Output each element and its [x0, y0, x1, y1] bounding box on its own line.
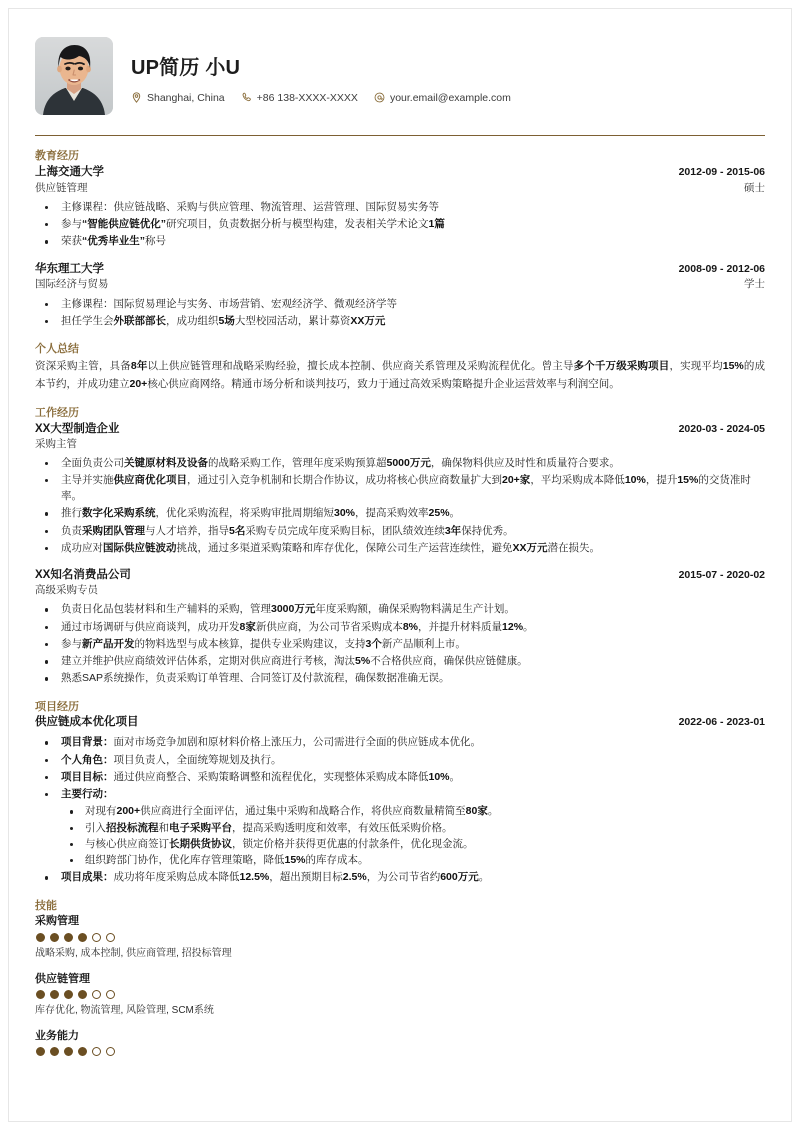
skill-group — [35, 914, 765, 960]
work-role: 高级采购专员 — [35, 584, 98, 597]
contact-phone-text: +86 138-XXXX-XXXX — [256, 91, 358, 104]
list-item: 项目目标：通过供应商整合、采购策略调整和流程优化，实现整体采购成本降低10%。 — [35, 769, 765, 785]
skill-name: 采购管理 — [35, 915, 79, 928]
skill-dot-filled — [64, 990, 73, 999]
education-bullets — [35, 296, 765, 330]
education-bullets — [35, 199, 765, 250]
contact-email-text: your.email@example.com — [389, 91, 511, 104]
section-work — [35, 407, 765, 687]
section-title-education: 教育经历 — [35, 150, 79, 162]
list-item: 负责日化品包装材料和生产辅料的采购，管理3000万元年度采购额，确保采购物料满足生产计划。 — [35, 601, 765, 617]
skill-dot-filled — [50, 990, 59, 999]
skill-name: 供应链管理 — [35, 972, 90, 985]
skill-dot-filled — [36, 933, 45, 942]
skill-dot-filled — [64, 1047, 73, 1056]
list-item: 通过市场调研与供应商谈判，成功开发8家新供应商，为公司节省采购成本8%，并提升材料质量12%。 — [35, 619, 765, 635]
section-education — [35, 150, 765, 329]
project-date: 2022-06 - 2023-01 — [678, 716, 765, 729]
list-item: 担任学生会外联部部长，成功组织5场大型校园活动，累计募资XX万元 — [35, 313, 765, 329]
skill-level-dots — [36, 1047, 765, 1056]
section-skills — [35, 900, 765, 1057]
skill-dot-empty — [92, 933, 101, 942]
skill-dot-filled — [50, 1047, 59, 1056]
list-item: 熟悉SAP系统操作，负责采购订单管理、合同签订及付款流程，确保数据准确无误。 — [35, 670, 765, 686]
location-pin-icon — [131, 92, 142, 103]
skill-name: 业务能力 — [35, 1029, 79, 1042]
skill-dot-filled — [36, 1047, 45, 1056]
at-email-icon — [374, 92, 385, 103]
resume-header — [35, 37, 765, 136]
education-entry — [35, 262, 765, 330]
list-item-label: 主要行动： — [61, 788, 114, 801]
skill-dot-filled — [78, 990, 87, 999]
contact-location — [131, 92, 225, 104]
project-bullets — [35, 734, 765, 885]
education-major: 国际经济与贸易 — [35, 278, 109, 291]
work-date: 2020-03 - 2024-05 — [678, 422, 765, 435]
skill-level-dots — [36, 933, 765, 942]
work-company: XX知名消费品公司 — [35, 569, 131, 582]
list-item: 项目背景：面对市场竞争加剧和原材料价格上涨压力，公司需进行全面的供应链成本优化。 — [35, 734, 765, 750]
contact-location-text: Shanghai, China — [147, 91, 225, 104]
list-item — [35, 786, 765, 868]
section-summary — [35, 343, 765, 393]
work-bullets — [35, 455, 765, 557]
skill-keywords: 战略采购, 成本控制, 供应商管理, 招投标管理 — [35, 947, 232, 959]
list-item: 参与新产品开发的物料选型与成本核算，提供专业采购建议，支持3个新产品顺利上市。 — [35, 636, 765, 652]
work-bullets — [35, 601, 765, 686]
skill-dot-filled — [78, 933, 87, 942]
list-item: 与核心供应商签订长期供货协议，锁定价格并获得更优惠的付款条件，优化现金流。 — [61, 836, 765, 852]
education-date: 2012-09 - 2015-06 — [678, 165, 765, 178]
list-item: 全面负责公司关键原材料及设备的战略采购工作，管理年度采购预算超5000万元，确保物料供应及时性和质量符合要求。 — [35, 455, 765, 471]
list-item: 建立并维护供应商绩效评估体系，定期对供应商进行考核，淘汰5%不合格供应商，确保供应链健康。 — [35, 653, 765, 669]
skill-dot-filled — [78, 1047, 87, 1056]
section-title-skills: 技能 — [35, 899, 57, 912]
education-school: 上海交通大学 — [35, 165, 104, 178]
section-title-summary: 个人总结 — [35, 343, 79, 356]
skill-dot-filled — [36, 990, 45, 999]
project-name: 供应链成本优化项目 — [35, 716, 139, 729]
list-item: 组织跨部门协作，优化库存管理策略，降低15%的库存成本。 — [61, 852, 765, 868]
education-entry — [35, 165, 765, 250]
section-projects — [35, 701, 765, 886]
resume-sheet — [8, 8, 792, 1122]
list-item: 荣获“优秀毕业生”称号 — [35, 233, 765, 249]
skill-dot-empty — [106, 933, 115, 942]
list-item: 主修课程：供应链战略、采购与供应管理、物流管理、运营管理、国际贸易实务等 — [35, 199, 765, 215]
education-major: 供应链管理 — [35, 181, 88, 194]
skill-dot-empty — [106, 1047, 115, 1056]
list-item: 成功应对国际供应链波动挑战，通过多渠道采购策略和库存优化，保障公司生产运营连续性，避免XX万元潜在损失。 — [35, 540, 765, 556]
contact-phone — [241, 92, 358, 104]
project-entry — [35, 715, 765, 885]
skill-dot-empty — [92, 990, 101, 999]
project-sub-bullets — [61, 803, 765, 868]
skill-dot-filled — [50, 933, 59, 942]
skill-dot-filled — [64, 933, 73, 942]
avatar — [35, 37, 113, 115]
skill-group — [35, 972, 765, 1018]
education-degree: 学士 — [744, 278, 765, 291]
page-title: UP简历 小U — [131, 56, 241, 79]
skill-dot-empty — [106, 990, 115, 999]
education-school: 华东理工大学 — [35, 262, 104, 275]
phone-icon — [241, 92, 252, 103]
skill-dot-empty — [92, 1047, 101, 1056]
summary-text: 资深采购主管，具备8年以上供应链管理和战略采购经验，擅长成本控制、供应商关系管理及采购流程优化。曾主导多个千万级采购项目，实现平均15%的成本节约，并成功建立20+核心供应商网络。精通市场分析和谈判技巧，致力于通过高效采购策略提升企业运营效率与利润空间。 — [35, 359, 766, 390]
work-company: XX大型制造企业 — [35, 422, 120, 435]
list-item: 个人角色：项目负责人，全面统筹规划及执行。 — [35, 752, 765, 768]
work-entry — [35, 568, 765, 686]
education-date: 2008-09 - 2012-06 — [678, 262, 765, 275]
skill-group — [35, 1029, 765, 1056]
skill-keywords: 库存优化, 物流管理, 风险管理, SCM系统 — [35, 1004, 214, 1016]
contact-email — [374, 92, 511, 104]
list-item: 推行数字化采购系统，优化采购流程，将采购审批周期缩短30%，提高采购效率25%。 — [35, 505, 765, 521]
list-item: 项目成果：成功将年度采购总成本降低12.5%，超出预期目标2.5%，为公司节省约600万元。 — [35, 869, 765, 885]
contact-list — [131, 92, 765, 104]
work-role: 采购主管 — [35, 437, 77, 450]
section-title-projects: 项目经历 — [35, 700, 79, 713]
list-item: 负责采购团队管理与人才培养，指导5名采购专员完成年度采购目标，团队绩效连续3年保持优秀。 — [35, 523, 765, 539]
list-item: 主修课程：国际贸易理论与实务、市场营销、宏观经济学、微观经济学等 — [35, 296, 765, 312]
list-item: 参与“智能供应链优化”研究项目，负责数据分析与模型构建，发表相关学术论文1篇 — [35, 216, 765, 232]
education-degree: 硕士 — [744, 181, 765, 194]
list-item: 主导并实施供应商优化项目，通过引入竞争机制和长期合作协议，成功将核心供应商数量扩大到20+家，平均采购成本降低10%，提升15%的交货准时率。 — [35, 472, 765, 505]
work-entry — [35, 422, 765, 557]
skill-level-dots — [36, 990, 765, 999]
work-date: 2015-07 - 2020-02 — [678, 569, 765, 582]
list-item: 对现有200+供应商进行全面评估，通过集中采购和战略合作，将供应商数量精简至80家。 — [61, 803, 765, 819]
list-item: 引入招投标流程和电子采购平台，提高采购透明度和效率，有效压低采购价格。 — [61, 820, 765, 836]
section-title-work: 工作经历 — [35, 406, 79, 419]
